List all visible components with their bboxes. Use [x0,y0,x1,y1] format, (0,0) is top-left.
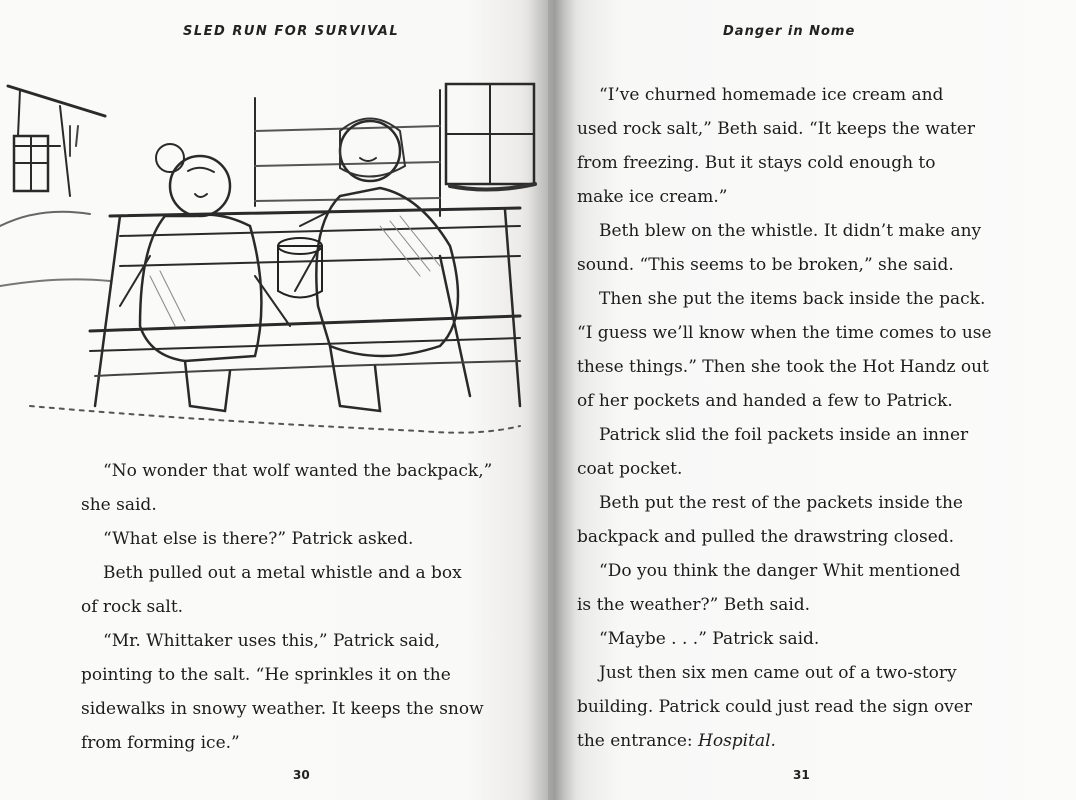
text-line: backpack and pulled the drawstring closed. [577,527,955,547]
text-line: “What else is there?” Patrick asked. [103,529,414,549]
text-line: Beth blew on the whistle. It didn’t make any [599,221,982,241]
text-line-start: the entrance: [577,731,699,751]
text-line: from freezing. But it stays cold enough to [577,153,936,173]
text-line: sidewalks in snowy weather. It keeps the snow [81,699,484,719]
left-page-body [81,454,531,760]
page-number-left: 30 [293,768,310,782]
text-line: “No wonder that wolf wanted the backpack,” [103,461,493,481]
text-line: building. Patrick could just read the sign over [577,697,972,717]
running-head-right: Danger in Nome [723,24,856,39]
text-line: “Mr. Whittaker uses this,” Patrick said, [103,631,441,651]
right-page-body [577,78,1057,758]
two-children-sitting-on-bench-illustration [0,76,548,446]
text-line: “Do you think the danger Whit mentioned [599,561,961,581]
text-line: Just then six men came out of a two-story [599,663,957,683]
text-line: “Maybe . . .” Patrick said. [599,629,820,649]
running-head-left: SLED RUN FOR SURVIVAL [183,24,400,39]
right-page [548,0,1076,800]
text-line: Beth pulled out a metal whistle and a box [103,563,462,583]
text-line: Then she put the items back inside the pack. [599,289,986,309]
text-line: “I’ve churned homemade ice cream and [599,85,944,105]
text-line: coat pocket. [577,459,683,479]
text-line: she said. [81,495,157,515]
text-line: from forming ice.” [81,733,240,753]
book-gutter-shadow [528,0,576,800]
text-line: these things.” Then she took the Hot Handz out [577,357,989,377]
text-line: of rock salt. [81,597,184,617]
text-line: pointing to the salt. “He sprinkles it on the [81,665,451,685]
text-line: Patrick slid the foil packets inside an inner [599,425,969,445]
text-line [577,724,1057,758]
text-line: make ice cream.” [577,187,728,207]
text-line: “I guess we’ll know when the time comes to use [577,323,992,343]
text-line: of her pockets and handed a few to Patrick. [577,391,953,411]
hospital-sign-text: Hospital. [698,731,776,751]
text-line: used rock salt,” Beth said. “It keeps the water [577,119,975,139]
text-line: Beth put the rest of the packets inside the [599,493,963,513]
text-line: is the weather?” Beth said. [577,595,811,615]
text-line: sound. “This seems to be broken,” she said. [577,255,954,275]
page-number-right: 31 [793,768,810,782]
